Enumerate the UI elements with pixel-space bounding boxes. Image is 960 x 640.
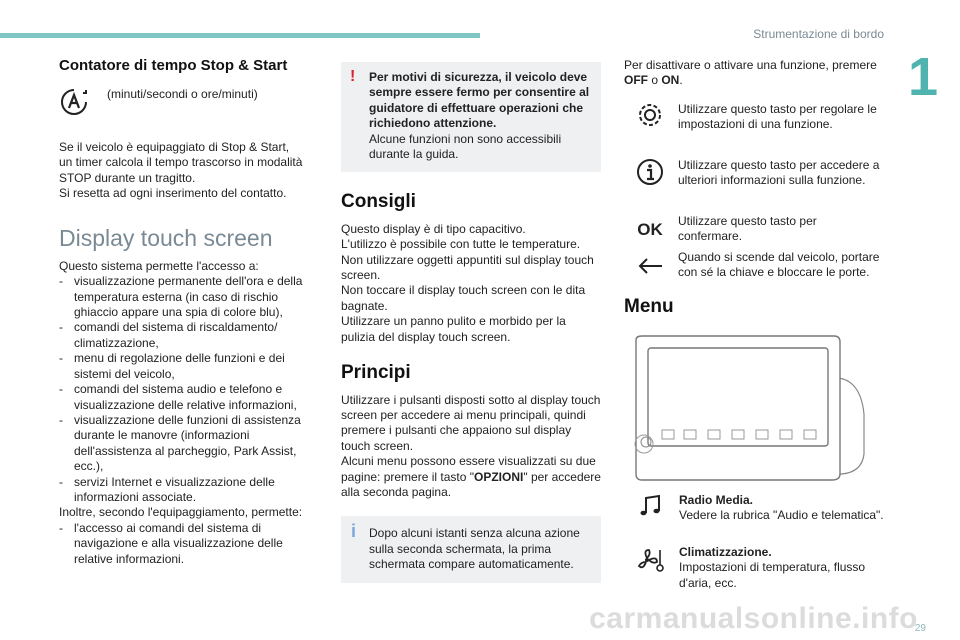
header-bar [0, 33, 480, 38]
row-settings-text: Utilizzare questo tasto per regolare le impostazioni di una funzione. [678, 102, 877, 132]
list-item: - visualizzazione delle funzioni di assistenza durante le manovre (informazioni dell'assistenza al parcheggio, Park Assist, ecc.), [59, 412, 301, 474]
row-back [630, 250, 880, 281]
menu-title: Menu [624, 296, 674, 317]
clima-desc: Impostazioni di temperatura, flusso d'aria, ecc. [679, 560, 866, 590]
row-clima-text [679, 545, 890, 591]
consigli-title: Consigli [341, 191, 416, 213]
list-item: - comandi del sistema audio e telefono e visualizzazione delle relative informazioni, [59, 382, 297, 412]
column-2 [341, 62, 601, 583]
column-3 [624, 58, 886, 89]
info-circle-icon [630, 158, 670, 191]
principi-text-2: Alcuni menu possono essere visualizzati su due pagine: premere il tasto "OPZIONI" per accedere alla seconda pagina. [341, 454, 601, 499]
warning-icon: ! [350, 68, 356, 85]
row-radio-text [679, 493, 884, 524]
warning-bold: Per motivi di sicurezza, il veicolo deve sempre essere fermo per consentire al guidatore di effettuare operazioni che richiedono attenzione. [369, 70, 590, 131]
opzioni-label: OPZIONI [474, 469, 524, 484]
principi-text-1: Utilizzare i pulsanti disposti sotto al display touch screen per accedere ai menu principali, quindi premere i pulsanti che appaiono sul display touch screen. [341, 392, 601, 453]
chapter-number: 1 [908, 47, 939, 107]
list-item: - l'accesso ai comandi del sistema di navigazione e alla visualizzazione delle relative informazioni. [59, 520, 283, 566]
consigli-line: L'utilizzo è possibile con tutte le temperature. [341, 237, 581, 252]
page-number: 29 [914, 623, 926, 634]
row-settings [630, 102, 880, 133]
stopstart-text-1: Se il veicolo è equipaggiato di Stop & Start, [59, 139, 290, 154]
stopstart-unit: (minuti/secondi o ore/minuti) [107, 87, 258, 102]
warning-text: Alcune funzioni non sono accessibili durante la guida. [369, 131, 562, 162]
consigli-line: Non utilizzare oggetti appuntiti sul display touch screen. [341, 252, 594, 283]
row-clima [630, 545, 890, 591]
watermark: carmanualsonline.info [589, 602, 918, 635]
stopstart-title: Contatore di tempo Stop & Start [59, 57, 288, 74]
display-list [59, 274, 319, 505]
radio-title: Radio Media. [679, 493, 754, 507]
info-icon: i [351, 521, 357, 542]
header-title: Strumentazione di bordo [753, 27, 884, 41]
stopstart-auto-icon [59, 87, 107, 121]
display-title: Display touch screen [59, 225, 273, 252]
list-item: - menu di regolazione delle funzioni e dei sistemi del veicolo, [59, 351, 285, 381]
stopstart-text-2: un timer calcola il tempo trascorso in modalità [59, 155, 303, 170]
row-ok [630, 214, 880, 245]
row-info-text: Utilizzare questo tasto per accedere a ulteriori informazioni sulla funzione. [678, 158, 880, 188]
row-radio [630, 493, 890, 524]
row-ok-text: Utilizzare questo tasto per confermare. [678, 214, 817, 244]
display-intro: Questo sistema permette l'accesso a: [59, 258, 259, 273]
consigli-line: Non toccare il display touch screen con le dita bagnate. [341, 283, 586, 313]
stopstart-text-4: Si resetta ad ogni inserimento del contatto. [59, 186, 287, 201]
warning-box [341, 62, 601, 172]
list-item: - servizi Internet e visualizzazione delle informazioni associate. [59, 474, 275, 504]
consigli-line: Utilizzare un panno pulito e morbido per la pulizia del display touch screen. [341, 314, 566, 344]
list-item: - visualizzazione permanente dell'ora e della temperatura esterna (in caso di rischio ghiaccio appare una spia di colore blu), [59, 274, 303, 320]
music-note-icon [630, 493, 670, 524]
consigli-line: Questo display è di tipo capacitivo. [341, 221, 526, 236]
ok-icon: OK [637, 220, 663, 239]
back-arrow-icon [630, 250, 670, 279]
info-box [341, 516, 601, 582]
column-1 [59, 58, 319, 567]
row-back-text: Quando si scende dal veicolo, portare con sé la chiave e bloccare le porte. [678, 250, 880, 280]
info-text: Dopo alcuni istanti senza alcuna azione sulla seconda schermata, la prima schermata compare automaticamente. [369, 526, 580, 572]
settings-gear-icon [630, 102, 670, 133]
principi-title: Principi [341, 362, 411, 384]
onoff-intro: Per disattivare o attivare una funzione, premere OFF o ON. [624, 58, 877, 88]
stopstart-unit-row [59, 87, 319, 121]
radio-desc: Vedere la rubrica "Audio e telematica". [679, 508, 884, 523]
clima-title: Climatizzazione. [679, 545, 772, 559]
display-more: Inoltre, secondo l'equipaggiamento, permette: [59, 505, 303, 520]
climate-fan-icon [630, 545, 670, 580]
touchscreen-illustration [628, 334, 868, 489]
list-item: - comandi del sistema di riscaldamento/ climatizzazione, [59, 320, 278, 350]
row-info [630, 158, 880, 191]
stopstart-text-3: STOP durante un tragitto. [59, 170, 196, 185]
